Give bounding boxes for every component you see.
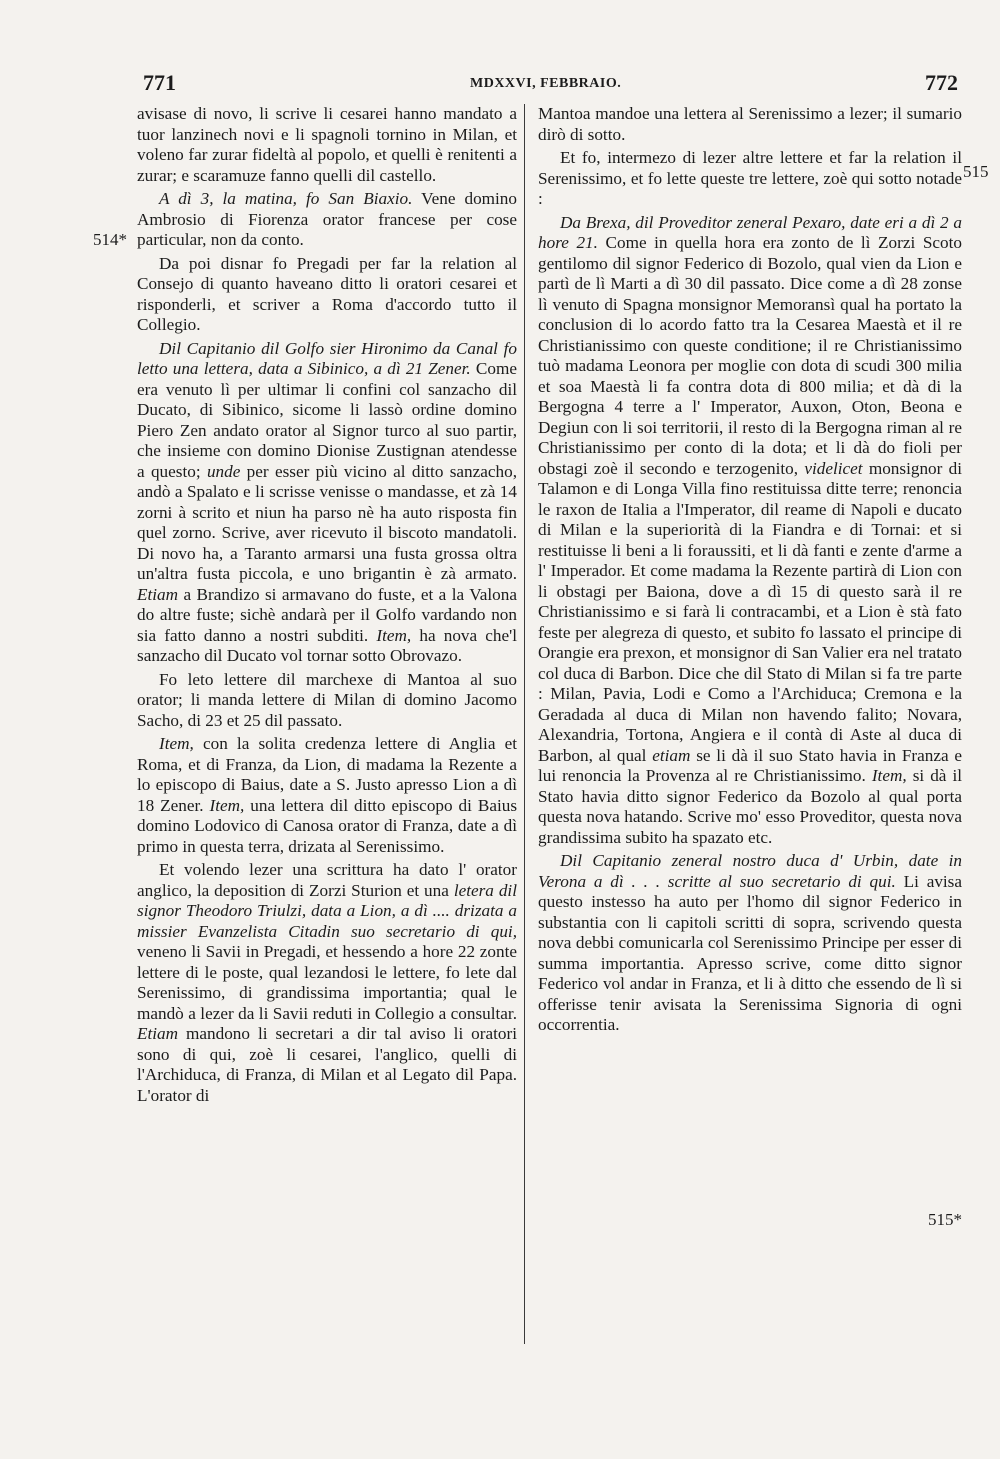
text: Da poi disnar fo Pregadi per far la relation al Consejo di quanto haveano ditto li oratori cesarei et risponderli, et scriver a Roma d'accordo tutto il Collegio.	[137, 253, 517, 334]
italic-word: Item,	[376, 625, 412, 645]
text: avisase di novo, li scrive li cesarei hanno mandato a tuor lanzinech novi e li spagnoli tornino in Milan, et voleno far zurar fideltà al popolo, et quelli è renitenti a zurar; e scaramuze fanno quelli dil castello.	[137, 104, 517, 185]
dateline: Dil Capitanio dil Golfo sier Hironimo da Canal fo letto una lettera, data a Sibinico, a dì 21 Zener.	[137, 338, 517, 378]
text: Et volendo lezer una scrittura ha dato l' orator anglico, la deposition di Zorzi Sturion et una	[137, 860, 517, 900]
right-paragraph-1	[538, 104, 962, 145]
left-paragraph-4	[137, 339, 517, 667]
italic-word: unde	[206, 461, 241, 481]
text: Mantoa mandoe una lettera al Serenissimo a lezer; il sumario dirò di sotto.	[538, 104, 962, 144]
margin-note-514: 514*	[93, 230, 127, 249]
left-column	[137, 104, 517, 1109]
text: Come in quella hora era zonto de lì Zorzi Scoto gentilomo dil signor Federico di Bozolo, qual vien da Lion e partì de lì Marti a dì 30 dil passato. Dice come a dì 28 zonse lì venuto di Spagna monsignor Memoransì qual ha portato la conclusion di lo acordo fatto tra la Cesarea Maestà et il re Christianissimo con queste conditione; il re Christianissimo tuò madama Leonora per moglie con dota di scudi 300 milia et soa Maestà li fa contra dota di 800 milia; et dà di la Bergogna 4 terre a l' Imperator, Auxon, Oton, Beona e Degiun con li soi territorii, il resto di la Bergogna riman al re Christianissimo per conto di la dota; et li dà do fioli per obstagi zoè il secondo e terzogenito,	[538, 233, 962, 478]
right-paragraph-2	[538, 148, 962, 210]
left-paragraph-7	[137, 860, 517, 1106]
text: con la solita credenza lettere di Anglia et Roma, et di Franza, da Lion, di madama la Rezente a lo episcopo di Baius, date a S. Justo apresso Lion a dì 18 Zener.	[137, 734, 517, 815]
margin-note-515-star: 515*	[928, 1210, 962, 1229]
italic-word: Etiam	[137, 1024, 179, 1043]
italic-word: Etiam	[137, 584, 179, 604]
right-paragraph-4	[538, 851, 962, 1036]
text: si dà il Stato havia ditto signor Federico da Bozolo al qual porta questa nova hatando. Scrive mo' esso Proveditor, questa nova grandissima subito ha spazato etc.	[538, 766, 962, 847]
text: mandono li secretari a dir tal aviso li oratori sono di qui, zoè li cesarei, l'anglico, quelli di l'Archiduca, di Franza, di Milan et al Legato dil Papa. L'orator di	[137, 1024, 517, 1105]
left-paragraph-1	[137, 104, 517, 186]
text: Fo leto lettere dil marchexe di Mantoa al suo orator; li manda lettere di Milan di domino Jacomo Sacho, di 23 et 25 dil passato.	[137, 669, 517, 730]
dateline: letera dil signor Theodoro Triulzi, data a Lion, a dì .... drizata a missier Evanzelista Citadin suo secretario di qui,	[137, 880, 517, 941]
left-paragraph-3	[137, 254, 517, 336]
italic-word: Item,	[209, 795, 245, 815]
running-title: MDXXVI, FEBBRAIO.	[470, 76, 622, 91]
left-paragraph-5	[137, 670, 517, 732]
dateline: Dil Capitanio zeneral nostro duca d' Urbin, date in Verona a dì . . . scritte al suo secretario di qui.	[538, 851, 962, 891]
italic-word: etiam	[652, 745, 691, 765]
dateline: A dì 3, la matina, fo San Biaxio.	[159, 189, 413, 208]
left-paragraph-6	[137, 734, 517, 857]
text: Li avisa questo instesso ha auto per l'homo dil signor Federico in substantia con li capitoli scritti di sopra, scrivendo questa nova debbi comunicarla col Serenissimo Principe per esser di summa importantia. Apresso scrive, come ditto signor Federico vol andar in Franza, et li à ditto che essendo de lì si offerisse tenir avisata la Serenissima Signoria di ogni occorrentia.	[538, 871, 963, 1034]
text: ha nova che'l sanzacho dil Ducato vol tornar sotto Obrovazo.	[137, 625, 518, 665]
page-number-left: 771	[143, 70, 176, 95]
text: Vene domino Ambrosio di Fiorenza orator francese per cose particular, non da conto.	[137, 189, 517, 249]
text: una lettera dil ditto episcopo di Baius domino Lodovico di Canosa orator di Franza, date a dì primo in questa terra, drizata al Serenissimo.	[137, 795, 518, 856]
text: monsignor di Talamon e di Longa Villa fino restituissa ditte terre; renoncia le raxon de Italia a l'Imperator, dil reame di Napoli e ducato di Milan e la superiorità di la Fiandra e di Tornai: et si restituisse li beni a li foraussiti, et li dà fanti e zente d'arme a l' Imperador. Et come madama la Rezente partirà di Lion con li obstagi per Baiona, dove a dì 15 di questo sarà il re Christianissimo e si farà li contracambi, et a Lion è stà fato feste per alegreza di questo, et subito fo lassato el principe di Orangie era prexon, et monsignor di San Valier era nel tratato col duca di Barbon. Dice che dil Stato di Milan si fa tre parte : Milan, Pavia, Lodi e Como a l'Archiduca; Cremona e la Geradada al duca di Milan non havendo falito; Novara, Alexandria, Tortona, Angiera e il contà di Aste al duca di Barbon, al qual	[538, 458, 963, 765]
left-paragraph-2	[137, 189, 517, 251]
right-paragraph-3	[538, 213, 962, 849]
dateline: Da Brexa, dil Proveditor zeneral Pexaro, date eri a dì 2 a hore 21.	[538, 212, 962, 252]
text: se li dà il suo Stato havia in Franza e lui renoncia la Provenza al re Christianissimo.	[538, 745, 963, 785]
italic-word: Item,	[871, 766, 907, 785]
italic-word: videlicet	[804, 458, 863, 478]
page-number-right: 772	[925, 70, 958, 95]
text: veneno li Savii in Pregadi, et hessendo a hore 22 zonte lettere di le poste, qual lezandosi le lettere, fo lete dal Serenissimo, di grandissima importantia; qual le mandò a lezer da li Savii reduti in Collegio a consultar.	[137, 942, 517, 1023]
italic-word: Item,	[159, 734, 194, 753]
right-column	[538, 104, 962, 1039]
margin-note-515: 515	[963, 162, 989, 181]
text: Et fo, intermezo di lezer altre lettere et far la relation il Serenissimo, et fo lette queste tre lettere, zoè qui sotto notade :	[538, 148, 962, 208]
text: a Brandizo si armavano do fuste, et a la Valona do altre fuste; sichè andarà per il Golfo vardando non sia fatto danno a nostri subditi.	[137, 584, 517, 645]
text: per esser più vicino al ditto sanzacho, andò a Spalato e li scrisse venisse o mandasse, et zà 14 zorni à scrito et niun ha parso nè ha auto risposta fin quel zorno. Scrive, aver ricevuto il biscoto mandatoli. Di novo ha, a Taranto armarsi una fusta grossa oltra un'altra fusta piccola, e uno brigantin è zà armato.	[137, 461, 518, 583]
column-divider	[524, 104, 525, 1344]
text: Come era venuto lì per ultimar li confini col sanzacho dil Ducato, di Sibinico, sicome li lassò ordine domino Piero Zen andato orator al Signor turco al suo partir, che insieme con domino Dionise Zustignan atendesse a questo;	[137, 359, 517, 481]
